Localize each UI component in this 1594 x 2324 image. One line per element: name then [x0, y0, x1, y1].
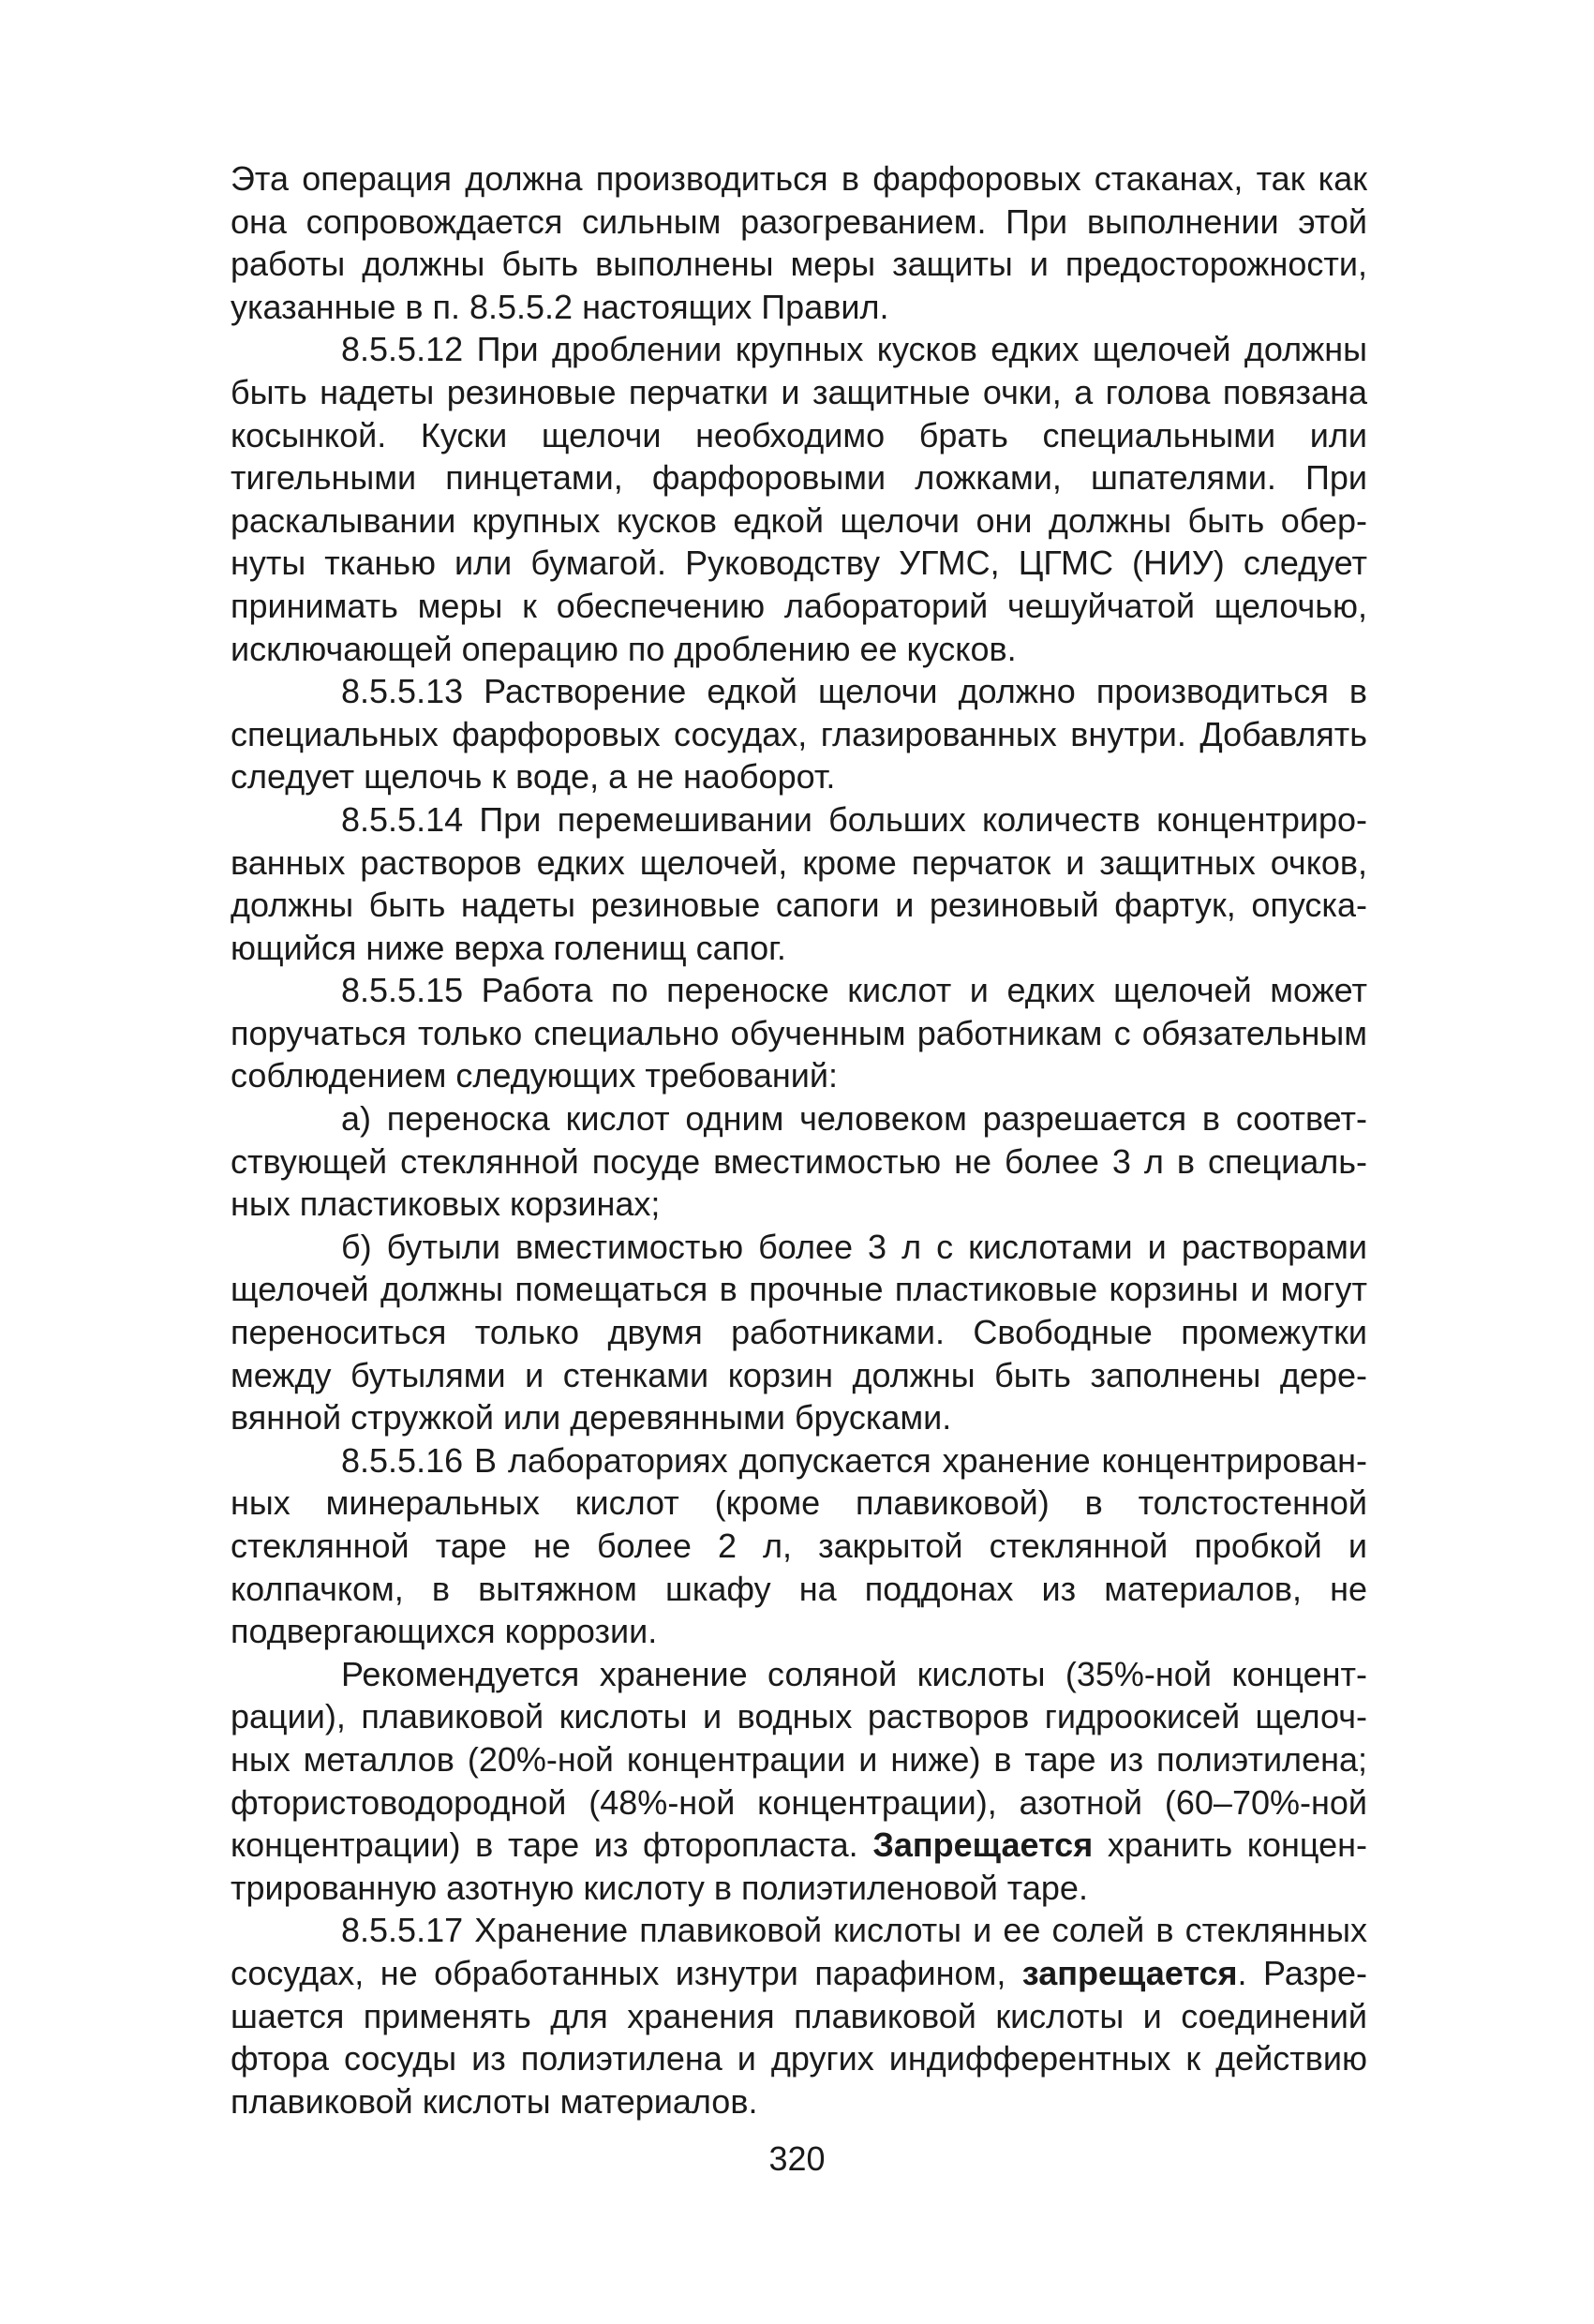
paragraph-8-5-5-17-text-before: 8.5.5.17 Хранение плавиковой кислоты и ее солей в стеклянных сосудах, не обработанных изнутри парафином,	[231, 1911, 1367, 1992]
prohibition-emphasis: Запрещается	[872, 1825, 1094, 1865]
list-item-b: б) бутыли вместимостью более 3 л с кислотами и растворами щелочей должны помещаться в прочные пластиковые корзины и могут переноситься только двумя работниками. Свободные промежутки между бутылями и стенками корзин должны быть заполнены деревянной стружкой или деревянными брусками.	[231, 1227, 1367, 1438]
paragraph-8-5-5-14: 8.5.5.14 При перемешивании больших количеств концентрированных растворов едких щелочей, кроме перчаток и защитных очков, должны быть надеты резиновые сапоги и резиновый фартук, опускающийся ниже верха голенищ сапог.	[231, 799, 1367, 967]
recommendation-text-before: Рекомендуется хранение соляной кислоты (35%-ной концентрации), плавиковой кислоты и водных растворов гидроокисей щелочных металлов (20%-ной концентрации и ниже) в таре из полиэтилена; фтористоводородной (48%-ной концентрации), азотной (60–70%-ной концентрации) в таре из фторопласта.	[231, 1654, 1367, 1865]
paragraph-8-5-5-15: 8.5.5.15 Работа по переноске кислот и едких щелочей может поручаться только специально обученным работникам с обязательным соблюдением следующих требований:	[231, 971, 1367, 1095]
paragraph-8-5-5-13: 8.5.5.13 Растворение едкой щелочи должно производиться в специальных фарфоровых сосудах, глазированных внутри. Добавлять следует щелочь к воде, а не наоборот.	[231, 672, 1367, 797]
paragraph-8-5-5-17	[231, 1909, 1367, 2123]
recommendation-text-after: хранить концентрированную азотную кислоту в полиэтиленовой таре.	[231, 1825, 1367, 1907]
paragraph-intro: Эта операция должна производиться в фарфоровых стаканах, так как она сопровождается сильным разогреванием. При выполнении этой работы должны быть выполнены меры защиты и предосторожности, указанные в п. 8.5.5.2 настоящих Правил.	[231, 159, 1367, 326]
paragraph-8-5-5-12: 8.5.5.12 При дроблении крупных кусков едких щелочей должны быть надеты резиновые перчатки и защитные очки, а голова повязана косынкой. Куски щелочи необходимо брать специальными или тигельными пинцетами, фарфоровыми ложками, шпателями. При раскалывании крупных кусков едкой щелочи они должны быть обернуты тканью или бумагой. Руководству УГМС, ЦГМС (НИУ) следует принимать меры к обеспечению лабораторий чешуйчатой щелочью, исключающей операцию по дроблению ее кусков.	[231, 330, 1367, 668]
paragraph-8-5-5-17-text-after: . Разрешается применять для хранения плавиковой кислоты и соединений фтора сосуды из полиэтилена и других индифферентных к действию плавиковой кислоты материалов.	[231, 1953, 1367, 2121]
paragraph-recommendation	[231, 1653, 1367, 1910]
page-number: 320	[768, 2139, 826, 2178]
paragraph-8-5-5-16: 8.5.5.16 В лабораториях допускается хранение концентрированных минеральных кислот (кроме плавиковой) в толстостенной стеклянной таре не более 2 л, закрытой стеклянной пробкой и колпачком, в вытяжном шкафу на поддонах из материалов, не подвергающихся коррозии.	[231, 1440, 1367, 1651]
list-item-a: а) переноска кислот одним человеком разрешается в соответствующей стеклянной посуде вместимостью не более 3 л в специальных пластиковых корзинах;	[231, 1099, 1367, 1224]
prohibition-emphasis: запрещается	[1021, 1953, 1238, 1992]
document-body	[231, 157, 1367, 2123]
